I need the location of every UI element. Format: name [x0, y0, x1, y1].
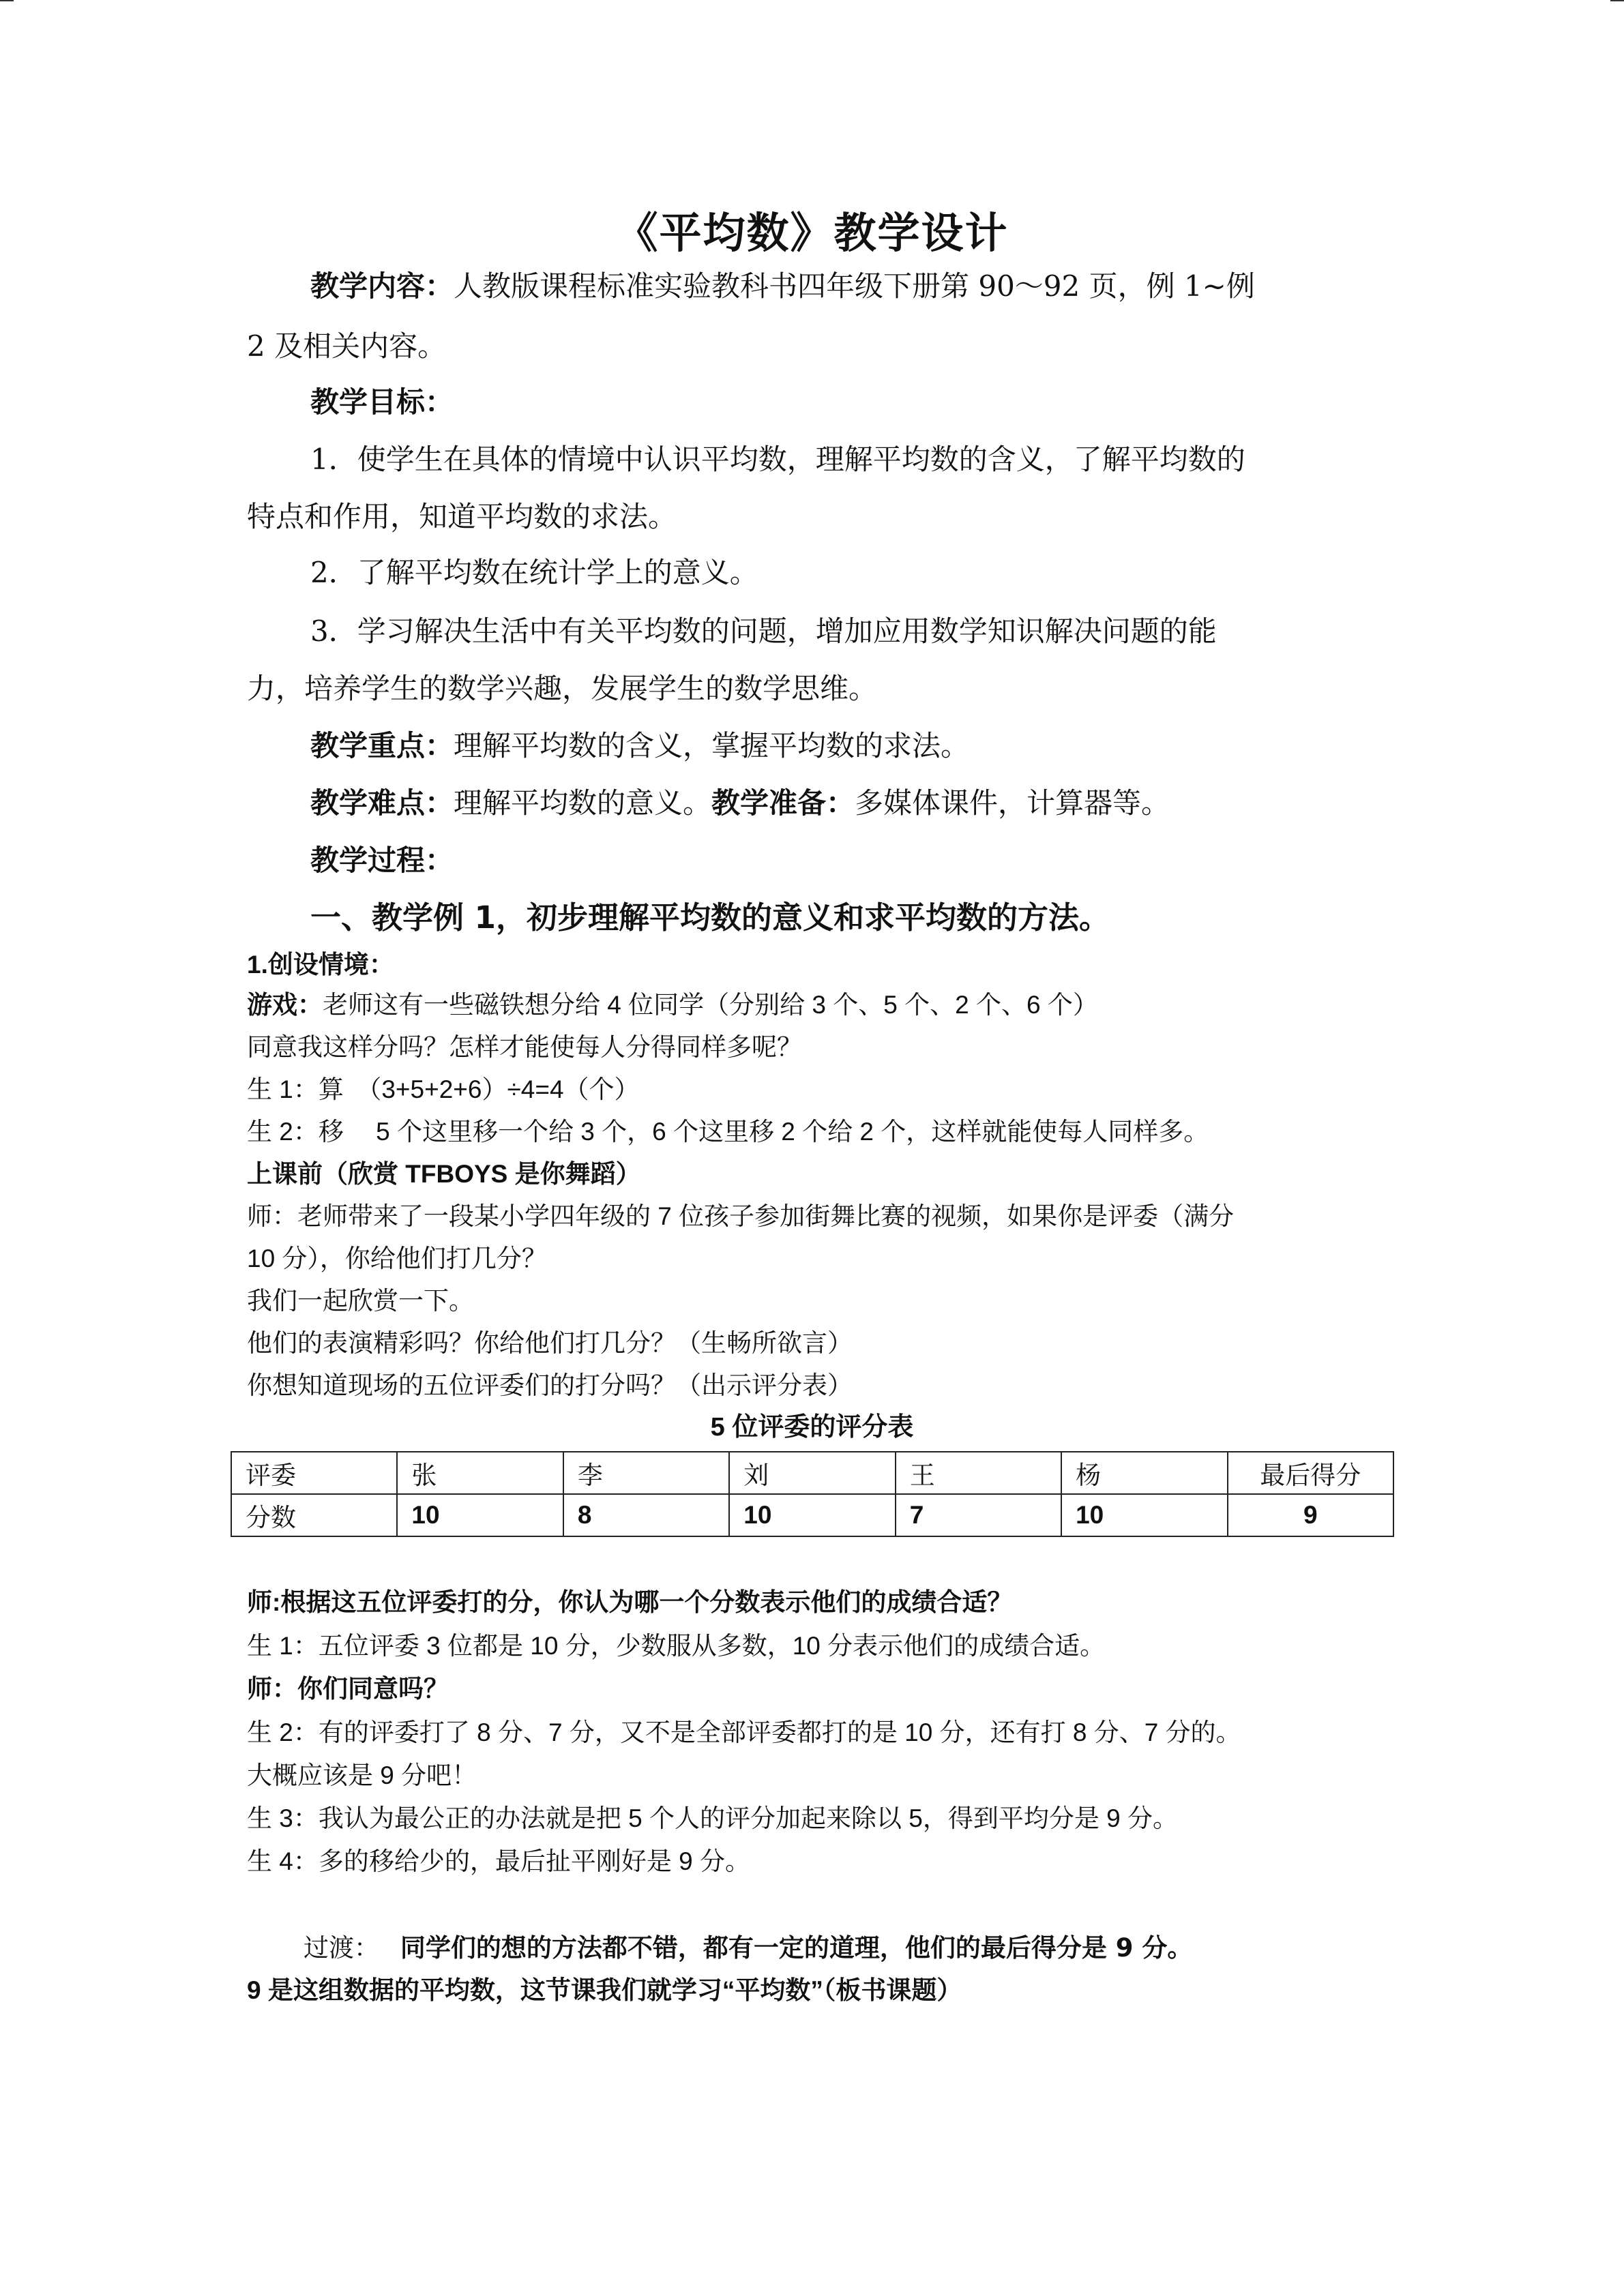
difficulty-text: 理解平均数的意义。: [454, 786, 712, 820]
question-line: 同意我这样分吗？怎样才能使每人分得同样多呢？: [247, 1033, 802, 1061]
goal-3-line-b: 力，培养学生的数学兴趣，发展学生的数学思维。: [247, 672, 878, 705]
page-corner-mark: [1610, 0, 1624, 1]
teaching-goals-label: 教学目标：: [310, 385, 454, 419]
key-point-label: 教学重点：: [310, 729, 454, 762]
table-cell: 10: [729, 1494, 895, 1536]
goal-1-line-b: 特点和作用，知道平均数的求法。: [247, 500, 677, 533]
student-1-reply: 生 1：五位评委 3 位都是 10 分，少数服从多数，10 分表示他们的成绩合适。: [247, 1632, 1106, 1660]
goal-3-line-a: 3．学习解决生活中有关平均数的问题，增加应用数学知识解决问题的能: [310, 614, 1217, 648]
before-class-heading: 上课前（欣赏 TFBOYS 是你舞蹈）: [247, 1160, 641, 1188]
table-header-cell: 王: [896, 1452, 1061, 1494]
transition-line: [304, 1931, 1192, 1965]
score-table: [231, 1451, 1394, 1537]
part-1-heading: 1.创设情境：: [247, 951, 394, 979]
table-row-label: 分数: [231, 1494, 397, 1536]
teacher-question: 师:根据这五位评委打的分，你认为哪一个分数表示他们的成绩合适？: [247, 1588, 1013, 1616]
table-header-cell: 李: [563, 1452, 729, 1494]
game-text: 老师这有一些磁铁想分给 4 位同学（分别给 3 个、5 个、2 个、6 个）: [323, 991, 1098, 1019]
final-score-cell: 9: [1228, 1494, 1393, 1536]
goal-2: 2．了解平均数在统计学上的意义。: [310, 556, 758, 589]
teaching-content-cont: 2 及相关内容。: [247, 329, 447, 363]
student-3-reply: 生 3：我认为最公正的办法就是把 5 个人的评分加起来除以 5，得到平均分是 9 分。: [247, 1804, 1178, 1832]
student-4-reply: 生 4：多的移给少的，最后扯平刚好是 9 分。: [247, 1847, 750, 1875]
transition-label: 过渡：: [304, 1934, 379, 1962]
game-label: 游戏：: [247, 990, 323, 1019]
teacher-line-4: 你想知道现场的五位评委们的打分吗？（出示评分表）: [247, 1371, 853, 1399]
student-2-reply-a: 生 2：有的评委打了 8 分、7 分，又不是全部评委都打的是 10 分，还有打 8 分、7 分的。: [247, 1718, 1241, 1746]
student-1-answer: 生 1：算 （3+5+2+6）÷4=4（个）: [247, 1075, 640, 1103]
teacher-line-2: 我们一起欣赏一下。: [247, 1287, 474, 1315]
teacher-question-2: 师：你们同意吗？: [247, 1675, 449, 1703]
game-line: [247, 988, 1098, 1022]
difficulty-line: [310, 784, 1170, 822]
transition-line-2: 9 是这组数据的平均数，这节课我们就学习“平均数”（板书课题）: [247, 1976, 962, 2004]
table-caption: 5 位评委的评分表: [710, 1413, 914, 1442]
teaching-content-line: [310, 267, 1255, 305]
preparation-label: 教学准备：: [711, 786, 855, 820]
teaching-content-text: 人教版课程标准实验教科书四年级下册第 90～92 页，例 1~例: [454, 269, 1255, 303]
teaching-content-label: 教学内容：: [310, 269, 454, 303]
student-2-answer: 生 2：移 5 个这里移一个给 3 个，6 个这里移 2 个给 2 个，这样就能使每人同样多。: [247, 1118, 1209, 1146]
table-cell: 10: [397, 1494, 563, 1536]
section-1-heading: 一、教学例 1，初步理解平均数的意义和求平均数的方法。: [310, 899, 1110, 936]
goal-1-line-a: 1．使学生在具体的情境中认识平均数，理解平均数的含义，了解平均数的: [310, 443, 1245, 476]
table-row: [231, 1494, 1393, 1536]
student-2-reply-b: 大概应该是 9 分吧！: [247, 1761, 477, 1789]
table-header-cell: 评委: [231, 1452, 397, 1494]
table-header-cell: 杨: [1061, 1452, 1227, 1494]
transition-text: 同学们的想的方法都不错，都有一定的道理，他们的最后得分是 9 分。: [400, 1933, 1193, 1963]
document-title: 《平均数》教学设计: [615, 208, 1009, 258]
difficulty-label: 教学难点：: [310, 786, 454, 820]
table-cell: 7: [896, 1494, 1061, 1536]
table-header-cell: 最后得分: [1228, 1452, 1393, 1494]
teacher-line-b: 10 分），你给他们打几分？: [247, 1244, 547, 1272]
key-point-line: [310, 727, 969, 765]
process-label: 教学过程：: [310, 844, 454, 877]
table-cell: 8: [563, 1494, 729, 1536]
key-point-text: 理解平均数的含义，掌握平均数的求法。: [454, 729, 970, 762]
table-header-cell: 张: [397, 1452, 563, 1494]
table-header-row: [231, 1452, 1393, 1494]
table-cell: 10: [1061, 1494, 1227, 1536]
page-corner-mark: [0, 0, 14, 1]
teacher-line-a: 师：老师带来了一段某小学四年级的 7 位孩子参加街舞比赛的视频，如果你是评委（满分: [247, 1202, 1235, 1230]
table-header-cell: 刘: [729, 1452, 895, 1494]
teacher-line-3: 他们的表演精彩吗？你给他们打几分？（生畅所欲言）: [247, 1329, 853, 1357]
preparation-text: 多媒体课件，计算器等。: [855, 786, 1170, 820]
